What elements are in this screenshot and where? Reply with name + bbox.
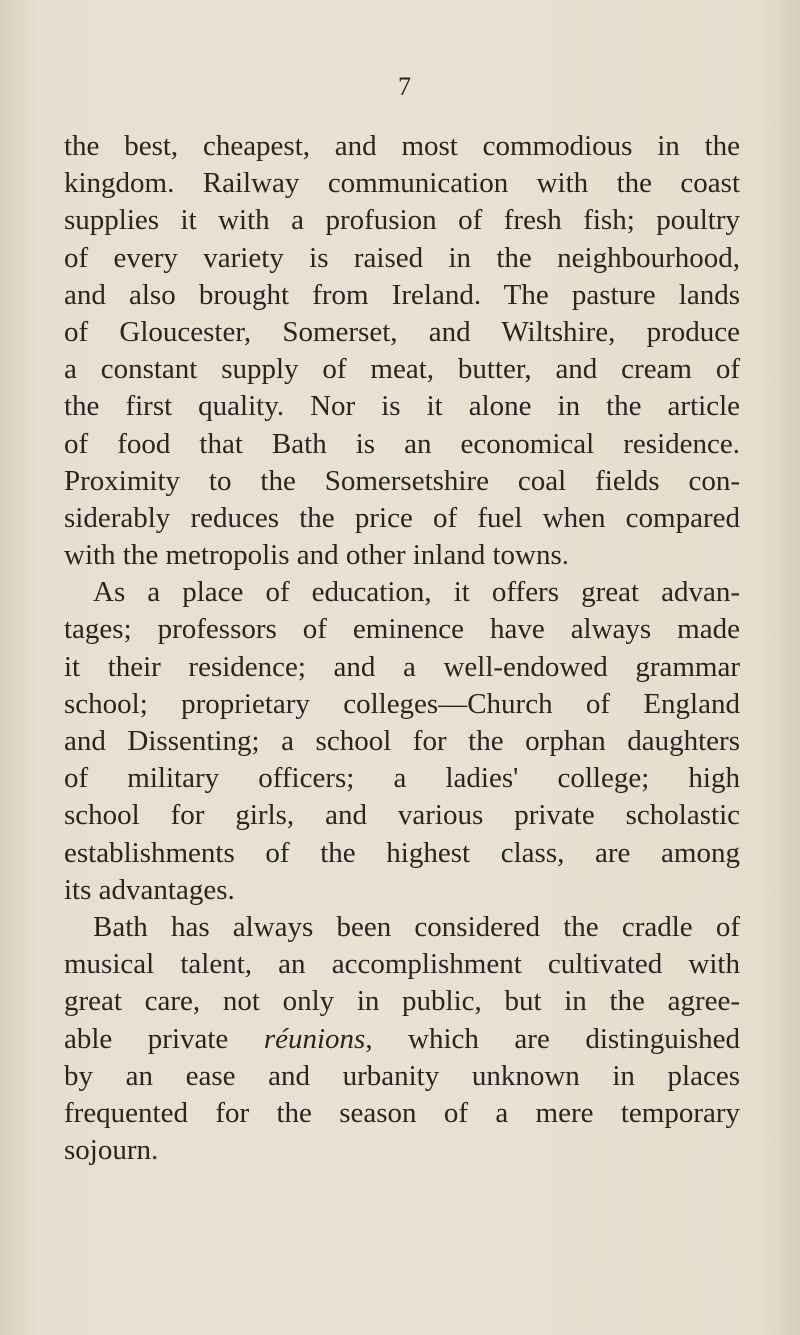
text-line: the best, cheapest, and most commodious in the <box>64 130 740 162</box>
text-line: the first quality. Nor is it alone in the article <box>64 390 740 423</box>
text-line: great care, not only in public, but in the agree- <box>64 985 740 1018</box>
text-line: musical talent, an accomplishment cultivated with <box>64 948 740 981</box>
text-line: by an ease and urbanity unknown in places <box>64 1059 740 1092</box>
text-line: supplies it with a profusion of fresh fish; poultry <box>64 204 740 237</box>
text-line: its advantages. <box>64 873 235 906</box>
text-line: and also brought from Ireland. The pasture lands <box>64 278 740 311</box>
text-fragment: , which are distinguished <box>365 1022 740 1055</box>
italic-word: réunions <box>263 1022 366 1055</box>
page-number: 7 <box>398 72 411 101</box>
text-line: school; proprietary colleges—Church of England <box>64 687 740 720</box>
text-line: of Gloucester, Somerset, and Wiltshire, produce <box>64 315 740 348</box>
text-line: Proximity to the Somersetshire coal fields con- <box>64 464 740 497</box>
text-line: establishments of the highest class, are among <box>64 836 740 869</box>
text-line: siderably reduces the price of fuel when compared <box>64 501 740 534</box>
text-line: Bath has always been considered the cradle of <box>93 910 740 943</box>
body-text <box>64 128 740 1169</box>
text-line: of every variety is raised in the neighbourhood, <box>64 241 740 274</box>
text-line: sojourn. <box>64 1134 159 1167</box>
text-line: tages; professors of eminence have always made <box>64 613 740 646</box>
text-line: of food that Bath is an economical residence. <box>64 427 740 460</box>
text-line: of military officers; a ladies' college; high <box>64 762 740 795</box>
text-line: with the metropolis and other inland towns. <box>64 539 570 572</box>
text-line: frequented for the season of a mere temporary <box>64 1096 740 1129</box>
text-line: and Dissenting; a school for the orphan daughters <box>64 725 740 757</box>
text-line: a constant supply of meat, butter, and cream of <box>64 353 740 386</box>
text-line <box>64 1021 740 1058</box>
text-line: it their residence; and a well-endowed grammar <box>64 650 740 683</box>
text-line: As a place of education, it offers great advan- <box>93 576 740 609</box>
text-line: kingdom. Railway communication with the coast <box>64 167 740 200</box>
text-fragment: able private <box>64 1022 264 1055</box>
text-line: school for girls, and various private scholastic <box>64 799 740 832</box>
